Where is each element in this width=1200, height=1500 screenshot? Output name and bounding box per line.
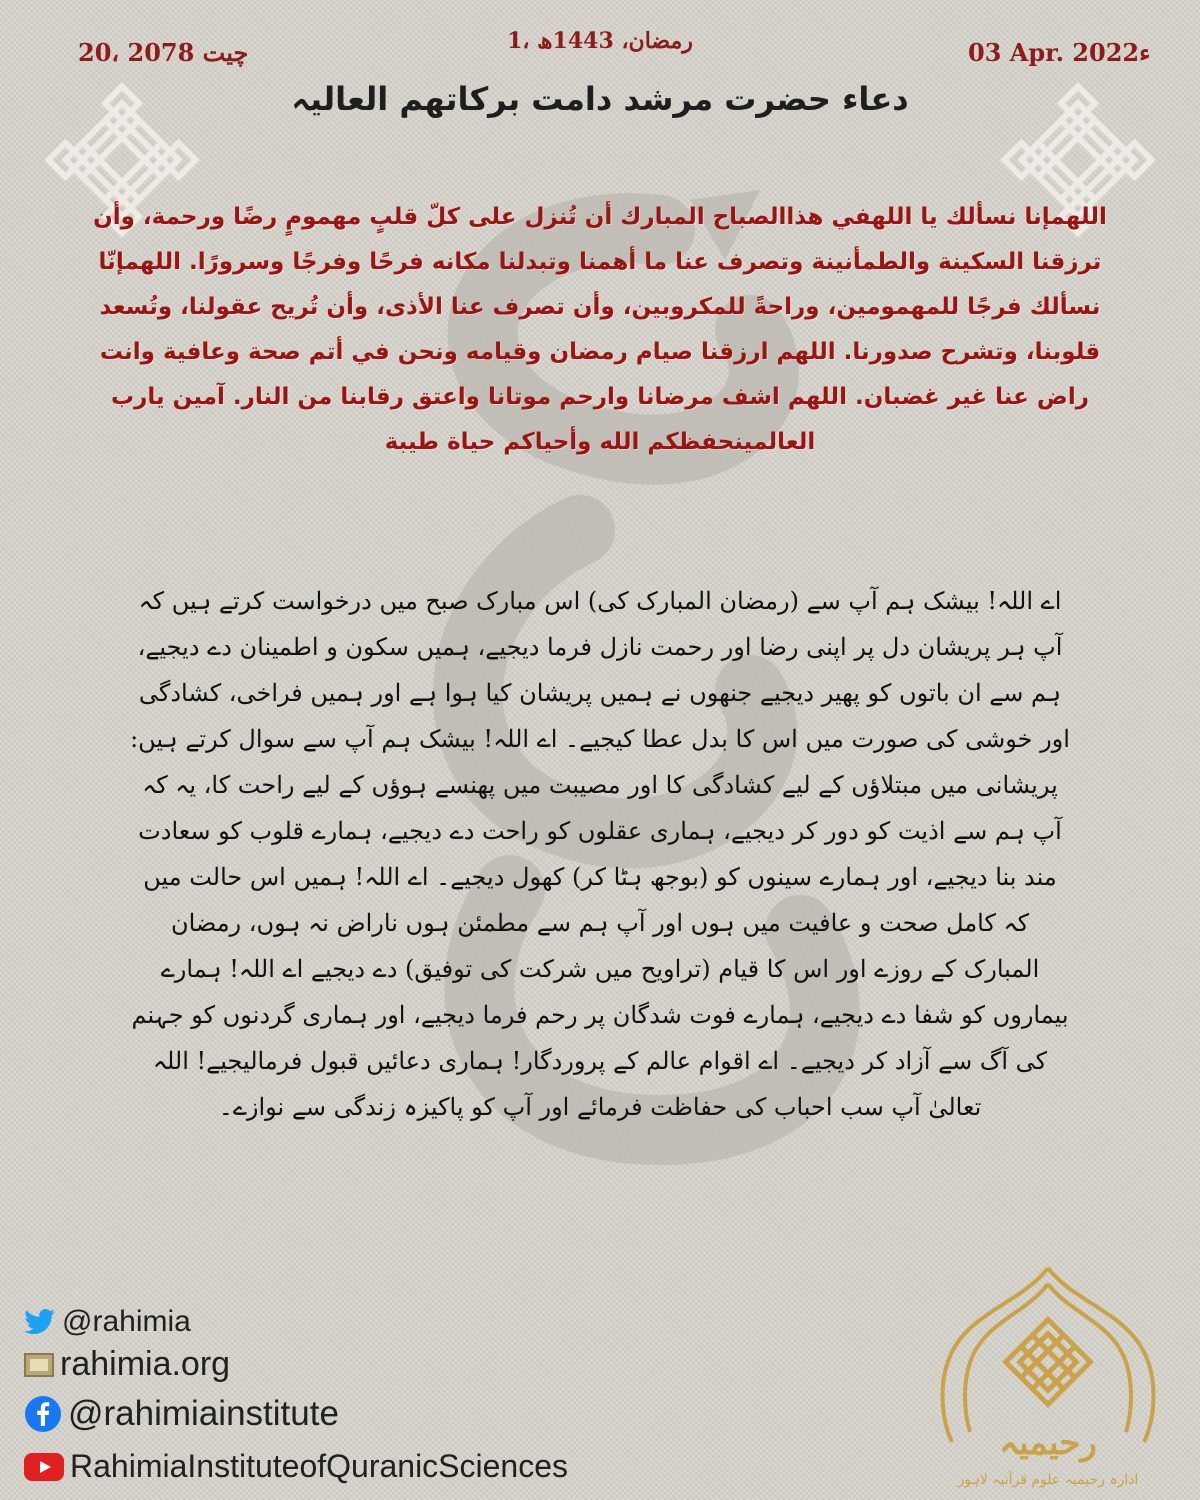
website-icon: [24, 1352, 54, 1378]
gregorian-date: 03 Apr. 2022ء: [968, 38, 1151, 67]
facebook-icon: [24, 1395, 62, 1433]
hijri-date: 1، رمضان، 1443ھ: [507, 28, 693, 54]
logo-name: رحیمیہ: [999, 1423, 1097, 1463]
twitter-handle: @rahimia: [62, 1305, 191, 1338]
youtube-icon: [24, 1453, 64, 1481]
page-title: دعاء حضرت مرشد دامت برکاتھم العالیہ: [291, 80, 909, 118]
arabic-prayer-text: اللهمإنا نسألك يا اللهفي هذاالصباح المبارك أن تُنزل على كلّ قلبٍ مهمومٍ رضًا ورحمة، وأن ترزقنا السكينة والطمأنينة وتصرف عنا ما أهمنا وتبدلنا مكانه فرحًا وفرجًا وسرورًا. اللهمإنّا نسألك فرجًا للمهمومين، وراحةً للمكروبين، وأن تصرف عنا الأذى، وأن تُريح عقولنا، وتُسعد قلوبنا، وتشرح صدورنا. اللهم ارزقنا صيام رمضان وقيامه ونحن في أتم صحة وعافية وانت راض عنا غير غضبان. اللهم اشف مرضانا وارحم موتانا واعتق رقابنا من النار. آمين يارب العالمينحفظكم الله وأحياكم حياة طيبة: [93, 204, 1107, 455]
twitter-link[interactable]: [24, 1305, 191, 1339]
bikrami-date: 20، چیت 2078: [78, 38, 249, 67]
logo-subtitle: ادارہ رحیمیہ علوم قرآنیہ لاہور: [957, 1472, 1139, 1488]
rahimia-logo: [912, 1262, 1184, 1492]
facebook-link[interactable]: [24, 1394, 339, 1434]
facebook-handle: @rahimiainstitute: [68, 1394, 339, 1433]
website-url: rahimia.org: [60, 1345, 231, 1383]
website-link[interactable]: [24, 1345, 230, 1384]
youtube-channel: RahimiaInstituteofQuranicSciences: [70, 1448, 569, 1484]
youtube-link[interactable]: [24, 1448, 568, 1485]
twitter-icon: [24, 1308, 56, 1336]
urdu-translation-text: اے اللہ! بیشک ہم آپ سے (رمضان المبارک کی) اس مبارک صبح میں درخواست کرتے ہیں کہ آپ ہر پریشان دل پر اپنی رضا اور رحمت نازل فرما دیجیے، ہمیں سکون و اطمینان دے دیجیے، ہم سے ان باتوں کو پھیر دیجیے جنھوں نے ہمیں پریشان کیا ہوا ہے اور ہمیں فراخی، کشادگی اور خوشی کی صورت میں اس کا بدل عطا کیجیے۔ اے اللہ! بیشک ہم آپ سے سوال کرتے ہیں: پریشانی میں مبتلاؤں کے لیے کشادگی کا اور مصیبت میں پھنسے ہوؤں کے لیے راحت کا، یہ کہ آپ ہم سے اذیت کو دور کر دیجیے، ہماری عقلوں کو راحت دے دیجیے، ہمارے قلوب کو سعادت مند بنا دیجیے، اور ہمارے سینوں کو (بوجھ ہٹا کر) کھول دیجیے۔ اے اللہ! ہمیں اس حالت میں کہ کامل صحت و عافیت میں ہوں اور آپ ہم سے مطمئن ہوں ناراض نہ ہوں، رمضان المبارک کے روزے اور اس کا قیام (تراویح میں شرکت کی توفیق) دے دیجیے اے اللہ! ہمارے بیماروں کو شفا دے دیجیے، ہمارے فوت شدگان پر رحم فرما دیجیے، اور ہماری گردنوں کو جہنم کی آگ سے آزاد کر دیجیے۔ اے اقوام عالم کے پروردگار! ہماری دعائیں قبول فرمالیجیے! اللہ تعالیٰ آپ سب احباب کی حفاظت فرمائے اور آپ کو پاکیزہ زندگی سے نوازے۔: [130, 587, 1070, 1121]
